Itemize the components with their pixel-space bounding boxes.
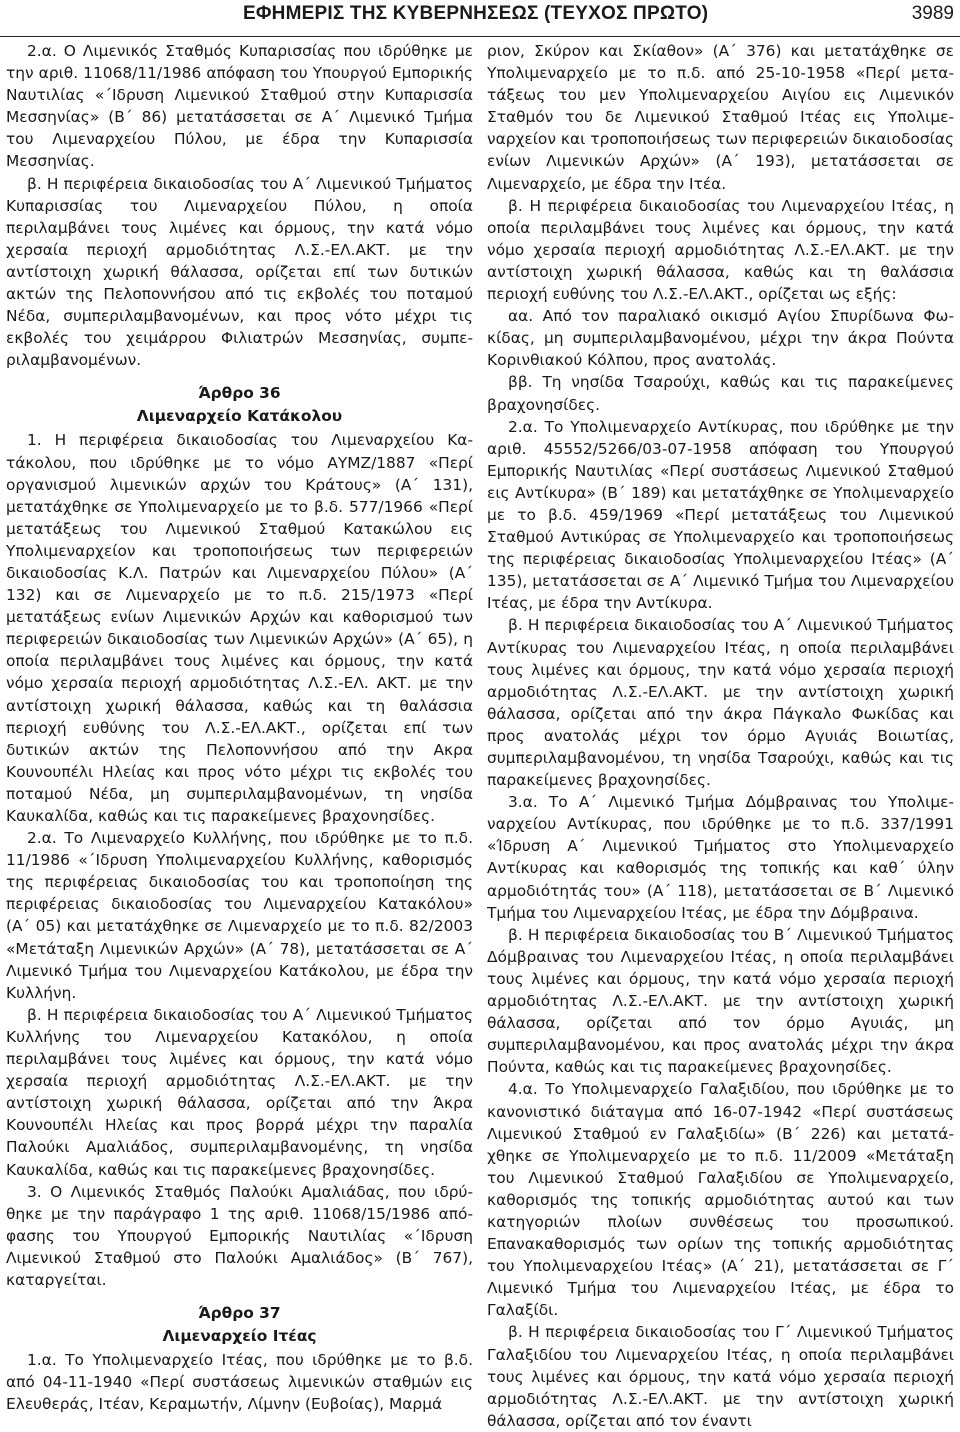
page-number: 3989 [911,3,954,24]
page-header [0,0,960,37]
paragraph: β. Η περιφέρεια δικαιοδοσίας του Α΄ Λιμενικού Τμήματος Κυπαρισσίας του Λιμεναρχείου Πύλου, η οποία περιλαμβάνει τους λιμένες και όρμους, την κατά νόμο χερσαία περιοχή αρμοδιότητας Λ.Σ.-ΕΛ.ΑΚΤ. με την αντίστοιχη χωρική θάλασσα, ορίζεται επί των δυτικών ακτών της Πελοποννήσου από τις εκβολές του ποταμού Νέδα, συμπεριλαμβανομένων, και προς νότο μέχρι τις εκβολές του χειμάρρου Φιλιατρών Μεσσηνίας, συμπεριλαμβανομένων. [6,174,473,370]
paragraph: 2.α. Το Υπολιμεναρχείο Αντίκυρας, που ιδρύθηκε με την αριθ. 45552/5266/03-07-1958 απόφαση του Υπουργού Εμπορικής Ναυτιλίας «Περί συστάσεως Λιμενικού Σταθμού εις Αντίκυρα» (Β΄ 189) και μετατάχθηκε σε Υπολιμεναρχείο με το β.δ. 459/1969 «Περί μετατάξεως του Λιμενικού Σταθμού Αντικύρας σε Υπολιμεναρχείο και τροποποιήσεως της περιφέρειας δικαιοδοσίας Υπολιμεναρχείου Ιτέας» (Α΄ 135), μετατάσσεται σε Α΄ Λιμενικό Τμήμα του Λιμεναρχείου Ιτέας, με έδρα την Αντίκυρα. [487,417,954,613]
article-number: Άρθρο 36 [198,384,281,403]
article-title: Λιμεναρχείο Κατάκολου [136,406,343,425]
paragraph: β. Η περιφέρεια δικαιοδοσίας του Λιμεναρχείου Ιτέας, η οποία περιλαμβάνει τους λιμένες και όρμους, την κατά νόμο χερσαία περιοχή αρμοδιότητας Λ.Σ.-ΕΛ.ΑΚΤ. με την αντίστοιχη χωρική θάλασσα, καθώς και τη θαλάσσια περιοχή ευθύνης του Λ.Σ.-ΕΛ.ΑΚΤ., ορίζεται ως εξής: [487,196,954,304]
paragraph: 1.α. Το Υπολιμεναρχείο Ιτέας, που ιδρύθηκε με το β.δ. από 04-11-1940 «Περί συστάσεως λιμενικών σταθμών εις Ελευθεράς, Ιτέαν, Κεραμωτήν, Λίμνην (Ευβοίας), Μαρμά [6,1351,473,1414]
paragraph: β. Η περιφέρεια δικαιοδοσίας του Γ΄ Λιμενικού Τμήματος Γαλαξιδίου του Λιμεναρχείου Ιτέας, η οποία περιλαμβάνει τους λιμένες και όρμους, την κατά νόμο χερσαία περιοχή αρμοδιότητας Λ.Σ.-ΕΛ.ΑΚΤ. με την αντίστοιχη χωρική θάλασσα, ορίζεται από τον έναντι [487,1323,954,1430]
paragraph: 3. Ο Λιμενικός Σταθμός Παλούκι Αμαλιάδας, που ιδρύθηκε με την παράγραφο 1 της αριθ. 11068/15/1986 απόφασης του Υπουργού Εμπορικής Ναυτιλίας «΄Ιδρυση Λιμενικού Σταθμού στο Παλούκι Αμαλιάδος» (Β΄ 767), καταργείται. [6,1182,473,1289]
paragraph: ριον, Σκύρον και Σκίαθον» (Α΄ 376) και μετατάχθηκε σε Υπολιμεναρχείο με το π.δ. από 25-10-1958 «Περί μετατάξεως του μεν Υπολιμεναρχείου Αιγίου εις Λιμενικόν Σταθμόν του δε Λιμενικού Σταθμού Ιτέας εις Υπολιμεναρχείον και τροποποιήσεως των περιφερειών δικαιοδοσίας ενίων Λιμενικών Αρχών» (Α΄ 193), μετατάσσεται σε Λιμεναρχείο, με έδρα την Ιτέα. [487,42,954,193]
paragraph: 2.α. Ο Λιμενικός Σταθμός Κυπαρισσίας που ιδρύθηκε με την αριθ. 11068/11/1986 απόφαση του Υπουργού Εμπορικής Ναυτιλίας «΄Ιδρυση Λιμενικού Σταθμού στην Κυπαρισσία Μεσσηνίας» (Β΄ 86) μετατάσσεται σε Α΄ Λιμενικό Τμήμα του Λιμεναρχείου Πύλου, με έδρα την Κυπαρισσία Μεσσηνίας. [6,42,473,171]
paragraph: ββ. Τη νησίδα Τσαρούχι, καθώς και τις παρακείμενες βραχονησίδες. [487,373,954,414]
right-column [487,40,954,1432]
paragraph: 4.α. Το Υπολιμεναρχείο Γαλαξιδίου, που ιδρύθηκε με το κανονιστικό διάταγμα από 16-07-1942 «Περί συστάσεως Λιμενικού Σταθμού εν Γαλαξιδίω» (Β΄ 226) και μετατάχθηκε σε Υπολιμεναρχείο με το π.δ. 11/2009 «Μετάταξη του Λιμενικού Σταθμού Γαλαξιδίου σε Υπολιμεναρχείο, καθορισμός της τοπικής αρμοδιότητας αυτού και των κατηγοριών πλοίων συνθέσεως του προσωπικού. Επανακαθορισμός των ορίων της τοπικής αρμοδιότητας του Υπολιμεναρχείου Ιτέας» (Α΄ 21), μετατάσσεται σε Γ΄ Λιμενικό Τμήμα του Λιμεναρχείου Ιτέας, με έδρα το Γαλαξίδι. [487,1080,954,1320]
paragraph: β. Η περιφέρεια δικαιοδοσίας του Β΄ Λιμενικού Τμήματος Δόμβραινας του Λιμεναρχείου Ιτέας, η οποία περιλαμβάνει τους λιμένες και όρμους, την κατά νόμο χερσαία περιοχή αρμοδιότητας Λ.Σ.-ΕΛ.ΑΚΤ. με την αντίστοιχη χωρική θάλασσα, ορίζεται από τον όρμο Αγυιάς, μη συμπεριλαμβανομένου, και προς ανατολάς μέχρι την άκρα Πούντα, καθώς και τις παρακείμενες βραχονησίδες. [487,925,954,1077]
paragraph: 2.α. Το Λιμεναρχείο Κυλλήνης, που ιδρύθηκε με το π.δ. 11/1986 «΄Ιδρυση Υπολιμεναρχείου Κυλλήνης, καθορισμός της περιφέρειας δικαιοδοσίας του και τροποποίηση της περιφέρειας δικαιοδοσίας του Λιμεναρχείου Κατακόλου» (Α΄ 05) και μετατάχθηκε σε Λιμεναρχείο με το π.δ. 82/2003 «Μετάταξη Λιμενικών Αρχών» (Α΄ 78), μετατάσσεται σε Α΄ Λιμενικό Τμήμα του Λιμεναρχείου Κατάκολου, με έδρα την Κυλλήνη. [6,829,473,1002]
paragraph: β. Η περιφέρεια δικαιοδοσίας του Α΄ Λιμενικού Τμήματος Κυλλήνης του Λιμεναρχείου Κατακόλου, η οποία περιλαμβάνει τους λιμένες και όρμους, την κατά νόμο χερσαία περιοχή αρμοδιότητας Λ.Σ.-ΕΛ.ΑΚΤ. με την αντίστοιχη χωρική θάλασσα, ορίζεται από την Άκρα Κουνουπέλι Ηλείας και προς βορρά μέχρι την παραλία Παλούκι Αμαλιάδος, συμπεριλαμβανομένης, τη νησίδα Καυκαλίδα, καθώς και τις παρακείμενες βραχονησίδες. [6,1005,473,1179]
article-number: Άρθρο 37 [198,1304,281,1323]
paragraph: αα. Από τον παραλιακό οικισμό Αγίου Σπυρίδωνα Φωκίδας, μη συμπεριλαμβανομένου, μέχρι την άκρα Πούντα Κορινθιακού Κόλπου, προς ανατολάς. [487,307,954,370]
paragraph: 3.α. Το Α΄ Λιμενικό Τμήμα Δόμβραινας του Υπολιμεναρχείου Αντίκυρας, που ιδρύθηκε με το π.δ. 337/1991 «Ίδρυση Α΄ Λιμενικού Τμήματος στο Υπολιμεναρχείο Αντίκυρας και καθορισμός της τοπικής και καθ΄ ύλην αρμοδιότητάς του» (Α΄ 118), μετατάσσεται σε Β΄ Λιμενικό Τμήμα του Λιμεναρχείου Ιτέας, με έδρα την Δόμβραινα. [487,793,954,922]
paragraph: β. Η περιφέρεια δικαιοδοσίας του Α΄ Λιμενικού Τμήματος Αντίκυρας του Λιμεναρχείου Ιτέας, η οποία περιλαμβάνει τους λιμένες και όρμους, την κατά νόμο χερσαία περιοχή αρμοδιότητας Λ.Σ.-ΕΛ.ΑΚΤ. με την αντίστοιχη χωρική θάλασσα, ορίζεται από την άκρα Πάγκαλο Φωκίδας και προς ανατολάς μέχρι τον όρμο Αγυιάς Βοιωτίας, συμπεριλαμβανομένου, τη νησίδα Τσαρούχι, καθώς και τις παρακείμενες βραχονησίδες. [487,616,954,790]
article-heading [6,1302,473,1347]
paragraph: 1. Η περιφέρεια δικαιοδοσίας του Λιμεναρχείου Κατάκολου, που ιδρύθηκε με το νόμο ΑΥΜΖ/1887 «Περί οργανισμού λιμενικών αρχών του Κράτους» (Α΄ 131), μετατάχθηκε σε Υπολιμεναρχείο με το β.δ. 577/1966 «Περί μετατάξεως του Λιμενικού Σταθμού Κατακώλου εις Υπολιμεναρχείον και τροποποιήσεως των περιφερειών δικαιοδοσίας Κ.Λ. Πατρών και Λιμεναρχείου Πύλου» (Α΄ 132) και σε Λιμεναρχείο με το π.δ. 215/1973 «Περί μετατάξεως ενίων Λιμενικών Αρχών και καθορισμού των περιφερειών δικαιοδοσίας των Λιμενικών Αρχών» (Α΄ 65), η οποία περιλαμβάνει τους λιμένες και όρμους, την κατά νόμο χερσαία περιοχή αρμοδιότητας Λ.Σ.-ΕΛ. ΑΚΤ. με την αντίστοιχη χωρική θάλασσα, καθώς και τη θαλάσσια περιοχή ευθύνης του Λ.Σ.-ΕΛ.ΑΚΤ., ορίζεται επί των δυτικών ακτών της Πελοποννήσου από την Ακρα Κουνουπέλι Ηλείας και προς νότο μέχρι τις εκβολές του ποταμού Νέδα, μη συμπεριλαμβανομένων, τη νησίδα Καυκαλίδα, καθώς και τις παρακείμενες βραχονησίδες. [6,431,473,825]
gazette-title: ΕΦΗΜΕΡΙΣ ΤΗΣ ΚΥΒΕΡΝΗΣΕΩΣ (ΤΕΥΧΟΣ ΠΡΩΤΟ) [243,3,709,24]
article-title: Λιμεναρχείο Ιτέας [162,1326,317,1345]
left-column [6,40,473,1415]
article-heading [6,382,473,427]
